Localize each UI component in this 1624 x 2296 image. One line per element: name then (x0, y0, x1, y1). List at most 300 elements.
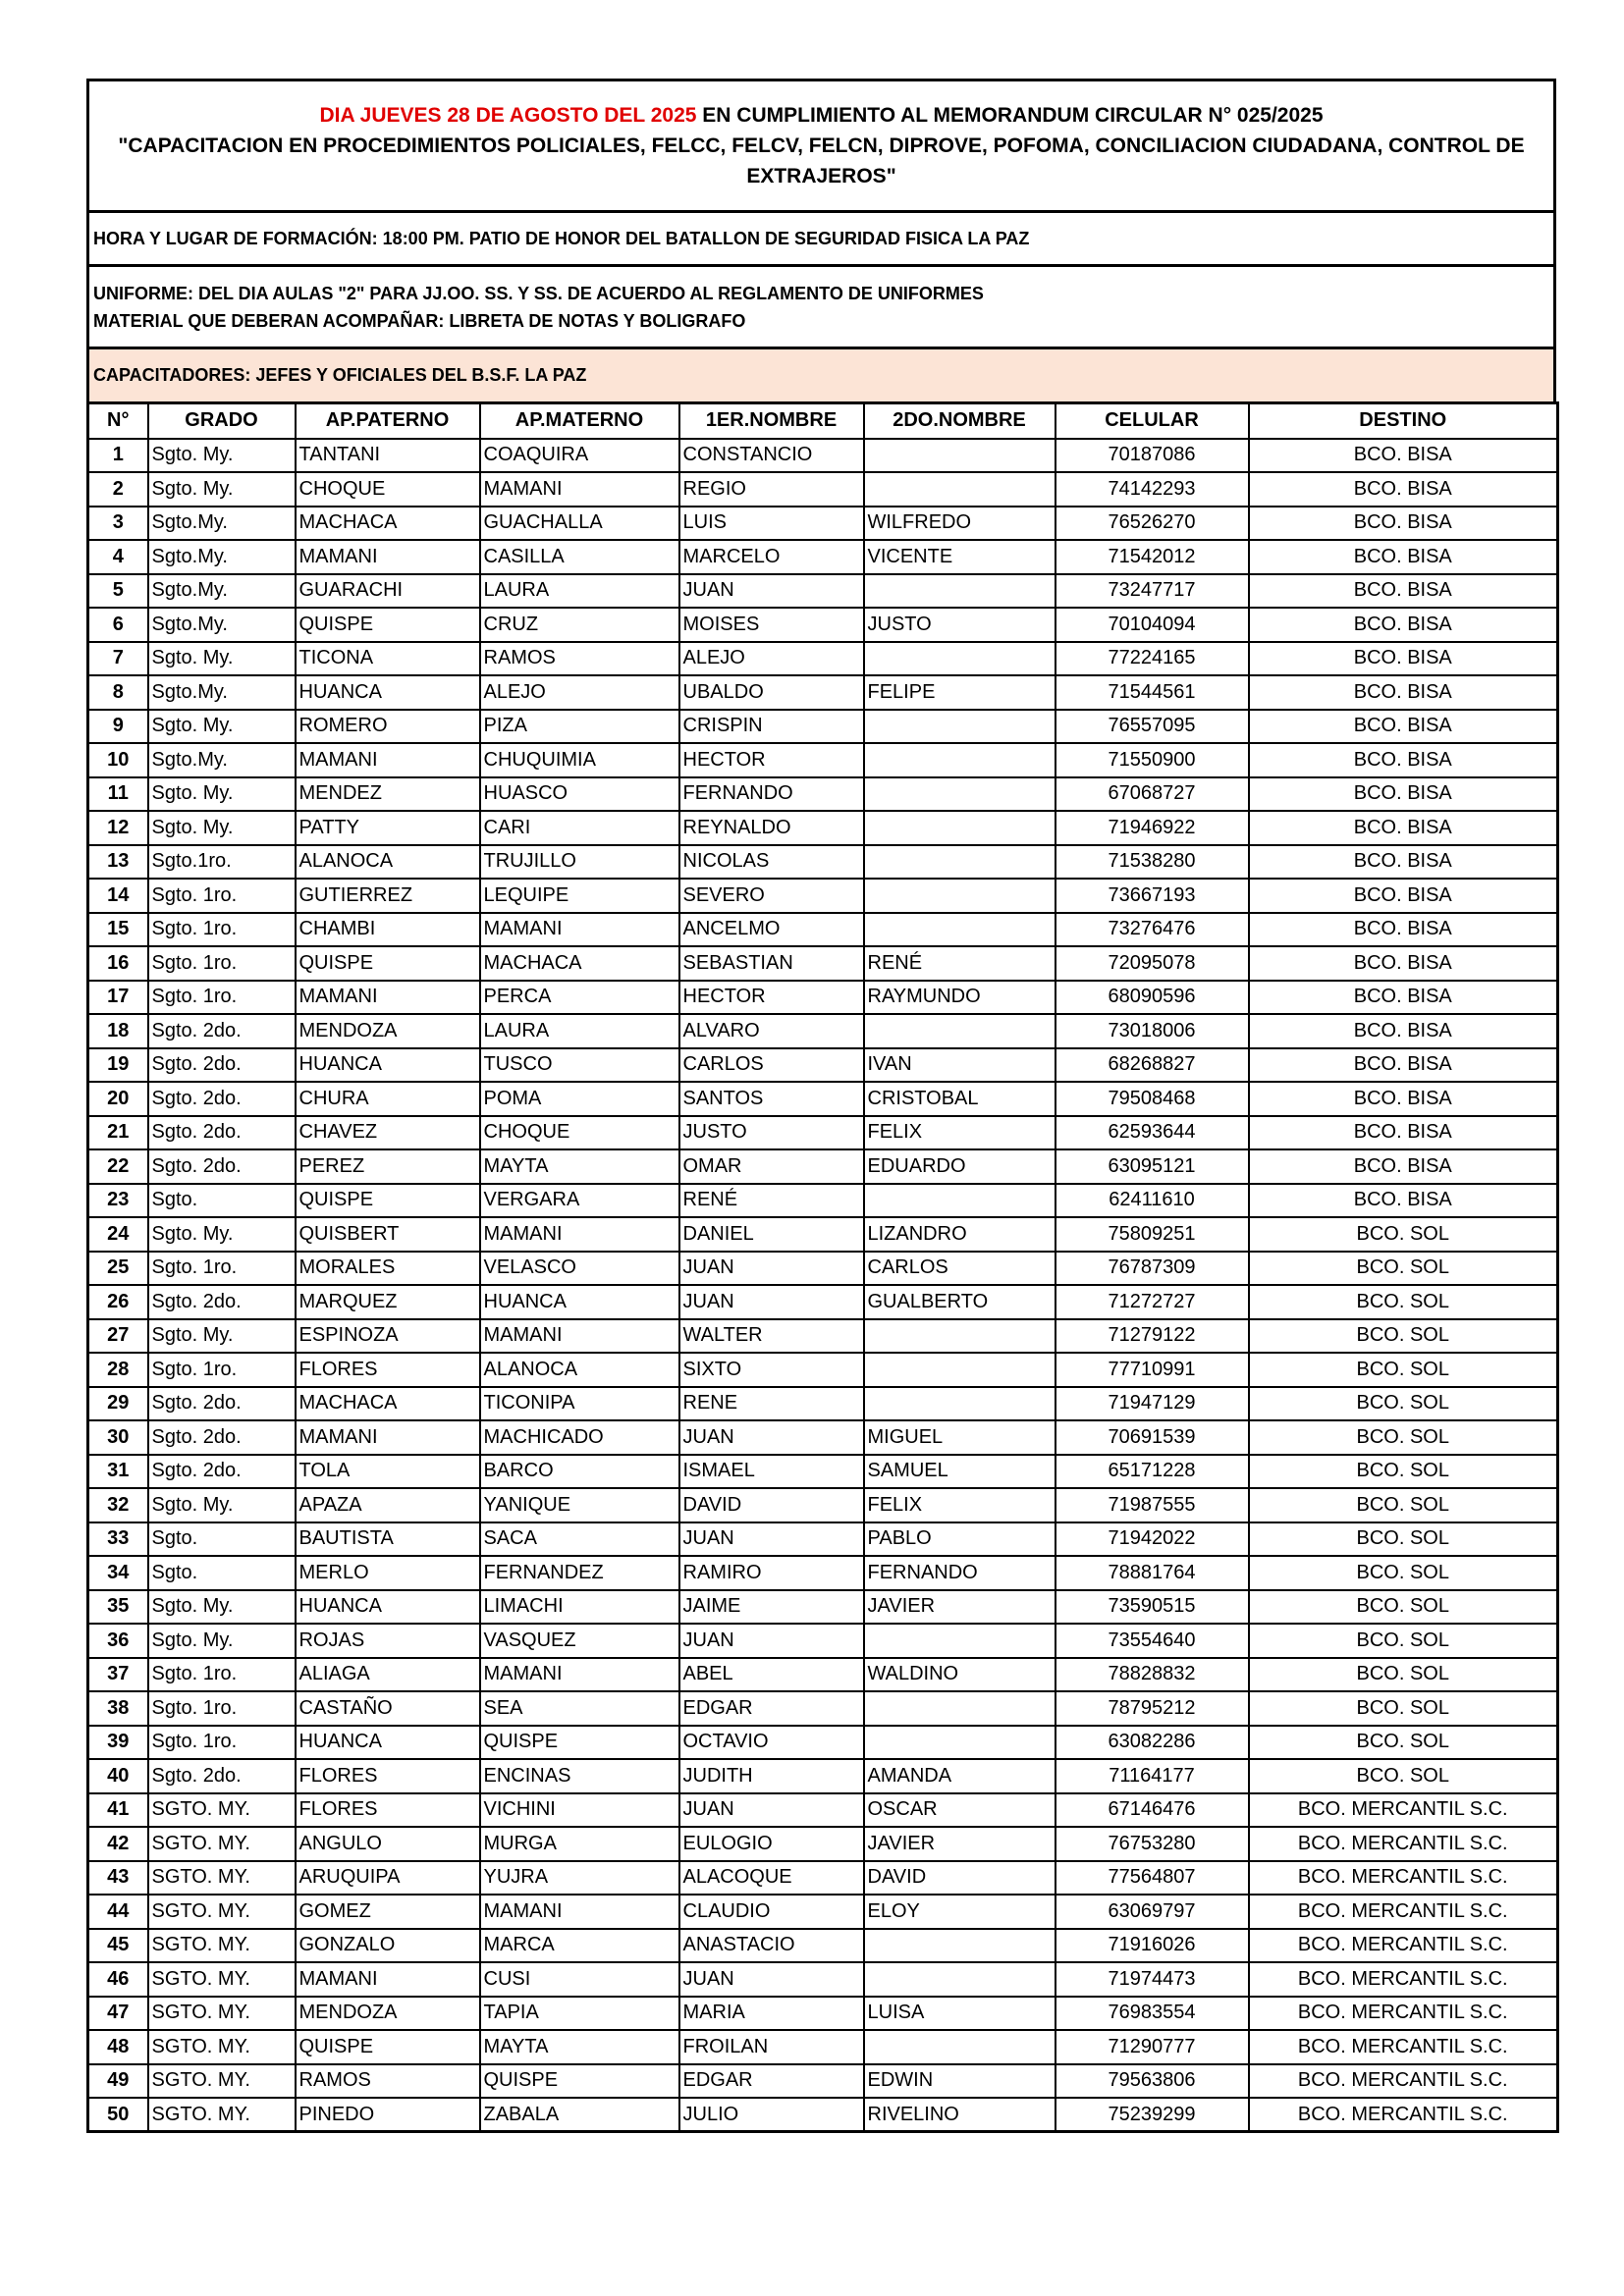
cell-second-name (864, 1353, 1056, 1387)
table-row (88, 642, 1558, 676)
cell-num: 16 (88, 946, 148, 981)
cell-phone: 71974473 (1056, 1962, 1249, 1997)
cell-num: 38 (88, 1691, 148, 1726)
cell-first-name: ALEJO (679, 642, 864, 676)
cell-first-name: NICOLAS (679, 845, 864, 880)
cell-maternal-surname: COAQUIRA (480, 439, 679, 473)
cell-first-name: MARCELO (679, 540, 864, 574)
cell-first-name: CONSTANCIO (679, 439, 864, 473)
cell-destination: BCO. BISA (1249, 710, 1558, 744)
cell-num: 24 (88, 1217, 148, 1252)
cell-maternal-surname: MAMANI (480, 913, 679, 947)
cell-destination: BCO. MERCANTIL S.C. (1249, 1997, 1558, 2031)
cell-grade: Sgto. My. (148, 1488, 296, 1522)
cell-second-name: PABLO (864, 1522, 1056, 1557)
cell-maternal-surname: CHUQUIMIA (480, 743, 679, 777)
cell-grade: Sgto. My. (148, 811, 296, 845)
cell-num: 34 (88, 1556, 148, 1590)
cell-num: 19 (88, 1048, 148, 1083)
cell-second-name (864, 1691, 1056, 1726)
cell-second-name: AMANDA (864, 1759, 1056, 1793)
cell-paternal-surname: PEREZ (296, 1149, 480, 1184)
document-title-block (86, 79, 1556, 210)
cell-first-name: UBALDO (679, 675, 864, 710)
cell-paternal-surname: MACHACA (296, 1387, 480, 1421)
cell-destination: BCO. MERCANTIL S.C. (1249, 2030, 1558, 2064)
cell-phone: 70187086 (1056, 439, 1249, 473)
cell-paternal-surname: QUISPE (296, 608, 480, 642)
cell-second-name: RIVELINO (864, 2098, 1056, 2132)
cell-paternal-surname: ANGULO (296, 1827, 480, 1861)
cell-first-name: SEVERO (679, 879, 864, 913)
cell-grade: Sgto.My. (148, 743, 296, 777)
table-row (88, 1217, 1558, 1252)
cell-phone: 77564807 (1056, 1861, 1249, 1896)
cell-grade: Sgto. 2do. (148, 1285, 296, 1319)
table-row (88, 1522, 1558, 1557)
cell-second-name: SAMUEL (864, 1455, 1056, 1489)
cell-second-name: RENÉ (864, 946, 1056, 981)
table-row (88, 439, 1558, 473)
cell-paternal-surname: GUARACHI (296, 574, 480, 609)
cell-phone: 79563806 (1056, 2064, 1249, 2099)
cell-num: 15 (88, 913, 148, 947)
table-row (88, 845, 1558, 880)
cell-num: 46 (88, 1962, 148, 1997)
cell-destination: BCO. MERCANTIL S.C. (1249, 1962, 1558, 1997)
cell-paternal-surname: TICONA (296, 642, 480, 676)
cell-maternal-surname: VICHINI (480, 1793, 679, 1828)
cell-second-name: IVAN (864, 1048, 1056, 1083)
cell-num: 6 (88, 608, 148, 642)
cell-paternal-surname: MAMANI (296, 981, 480, 1015)
cell-num: 43 (88, 1861, 148, 1896)
cell-destination: BCO. SOL (1249, 1726, 1558, 1760)
cell-maternal-surname: ZABALA (480, 2098, 679, 2132)
cell-destination: BCO. BISA (1249, 1082, 1558, 1116)
cell-first-name: RENÉ (679, 1184, 864, 1218)
cell-first-name: FROILAN (679, 2030, 864, 2064)
cell-maternal-surname: SACA (480, 1522, 679, 1557)
cell-first-name: CRISPIN (679, 710, 864, 744)
table-row (88, 1895, 1558, 1929)
cell-num: 36 (88, 1624, 148, 1658)
cell-second-name (864, 879, 1056, 913)
cell-maternal-surname: PERCA (480, 981, 679, 1015)
cell-destination: BCO. SOL (1249, 1252, 1558, 1286)
cell-num: 39 (88, 1726, 148, 1760)
cell-destination: BCO. BISA (1249, 574, 1558, 609)
cell-num: 30 (88, 1420, 148, 1455)
cell-second-name: ELOY (864, 1895, 1056, 1929)
cell-maternal-surname: VERGARA (480, 1184, 679, 1218)
cell-phone: 63095121 (1056, 1149, 1249, 1184)
cell-second-name (864, 1624, 1056, 1658)
cell-phone: 70691539 (1056, 1420, 1249, 1455)
cell-first-name: JUAN (679, 1420, 864, 1455)
cell-second-name: FERNANDO (864, 1556, 1056, 1590)
cell-num: 28 (88, 1353, 148, 1387)
cell-second-name: VICENTE (864, 540, 1056, 574)
cell-grade: Sgto. (148, 1522, 296, 1557)
table-row (88, 777, 1558, 812)
cell-phone: 73590515 (1056, 1590, 1249, 1625)
cell-destination: BCO. MERCANTIL S.C. (1249, 2064, 1558, 2099)
cell-maternal-surname: CARI (480, 811, 679, 845)
table-row (88, 1285, 1558, 1319)
cell-second-name: FELIX (864, 1488, 1056, 1522)
table-row (88, 1556, 1558, 1590)
cell-destination: BCO. BISA (1249, 743, 1558, 777)
cell-phone: 78881764 (1056, 1556, 1249, 1590)
table-row (88, 710, 1558, 744)
cell-phone: 71946922 (1056, 811, 1249, 845)
cell-maternal-surname: CUSI (480, 1962, 679, 1997)
cell-first-name: SEBASTIAN (679, 946, 864, 981)
cell-phone: 75809251 (1056, 1217, 1249, 1252)
cell-destination: BCO. SOL (1249, 1353, 1558, 1387)
cell-first-name: ABEL (679, 1658, 864, 1692)
cell-destination: BCO. BISA (1249, 1184, 1558, 1218)
title-date: DIA JUEVES 28 DE AGOSTO DEL 2025 (319, 104, 697, 127)
table-row (88, 743, 1558, 777)
cell-first-name: JAIME (679, 1590, 864, 1625)
cell-paternal-surname: APAZA (296, 1488, 480, 1522)
cell-destination: BCO. BISA (1249, 913, 1558, 947)
cell-num: 22 (88, 1149, 148, 1184)
cell-paternal-surname: MERLO (296, 1556, 480, 1590)
cell-num: 12 (88, 811, 148, 845)
cell-phone: 76526270 (1056, 507, 1249, 541)
cell-first-name: JUAN (679, 1285, 864, 1319)
cell-grade: Sgto. (148, 1556, 296, 1590)
cell-second-name: RAYMUNDO (864, 981, 1056, 1015)
cell-grade: Sgto.My. (148, 507, 296, 541)
cell-second-name (864, 1962, 1056, 1997)
table-row (88, 811, 1558, 845)
cell-first-name: CARLOS (679, 1048, 864, 1083)
table-row (88, 879, 1558, 913)
table-row (88, 608, 1558, 642)
cell-num: 32 (88, 1488, 148, 1522)
cell-grade: Sgto. 1ro. (148, 1353, 296, 1387)
cell-paternal-surname: GUTIERREZ (296, 879, 480, 913)
cell-maternal-surname: MACHICADO (480, 1420, 679, 1455)
cell-phone: 71942022 (1056, 1522, 1249, 1557)
column-header-grade: GRADO (148, 403, 296, 439)
cell-grade: Sgto.1ro. (148, 845, 296, 880)
cell-maternal-surname: MAMANI (480, 1217, 679, 1252)
cell-maternal-surname: LAURA (480, 1014, 679, 1048)
cell-second-name: FELIX (864, 1116, 1056, 1150)
cell-destination: BCO. BISA (1249, 608, 1558, 642)
cell-num: 33 (88, 1522, 148, 1557)
cell-grade: Sgto.My. (148, 675, 296, 710)
cell-grade: Sgto. 1ro. (148, 1252, 296, 1286)
cell-phone: 76557095 (1056, 710, 1249, 744)
cell-destination: BCO. SOL (1249, 1455, 1558, 1489)
cell-grade: Sgto. 2do. (148, 1048, 296, 1083)
table-row (88, 1488, 1558, 1522)
title-memo: EN CUMPLIMIENTO AL MEMORANDUM CIRCULAR N° 025/2025 (696, 104, 1324, 127)
formation-text: HORA Y LUGAR DE FORMACIÓN: 18:00 PM. PATIO DE HONOR DEL BATALLON DE SEGURIDAD FISICA LA PAZ (93, 228, 1030, 248)
cell-paternal-surname: ALIAGA (296, 1658, 480, 1692)
cell-num: 25 (88, 1252, 148, 1286)
cell-maternal-surname: HUANCA (480, 1285, 679, 1319)
cell-phone: 67146476 (1056, 1793, 1249, 1828)
cell-phone: 71947129 (1056, 1387, 1249, 1421)
cell-maternal-surname: MAMANI (480, 1658, 679, 1692)
cell-destination: BCO. SOL (1249, 1387, 1558, 1421)
cell-num: 18 (88, 1014, 148, 1048)
cell-phone: 74142293 (1056, 472, 1249, 507)
cell-first-name: JULIO (679, 2098, 864, 2132)
cell-first-name: RAMIRO (679, 1556, 864, 1590)
table-row (88, 1658, 1558, 1692)
cell-second-name (864, 1387, 1056, 1421)
table-row (88, 1759, 1558, 1793)
cell-maternal-surname: QUISPE (480, 2064, 679, 2099)
cell-destination: BCO. BISA (1249, 1048, 1558, 1083)
table-row (88, 1387, 1558, 1421)
table-row (88, 1353, 1558, 1387)
cell-paternal-surname: PATTY (296, 811, 480, 845)
cell-first-name: JUSTO (679, 1116, 864, 1150)
cell-destination: BCO. BISA (1249, 439, 1558, 473)
cell-paternal-surname: HUANCA (296, 1048, 480, 1083)
cell-grade: Sgto. 1ro. (148, 1726, 296, 1760)
cell-phone: 76787309 (1056, 1252, 1249, 1286)
cell-destination: BCO. MERCANTIL S.C. (1249, 1861, 1558, 1896)
table-row (88, 1929, 1558, 1963)
cell-grade: Sgto. My. (148, 777, 296, 812)
cell-first-name: JUDITH (679, 1759, 864, 1793)
cell-phone: 78828832 (1056, 1658, 1249, 1692)
cell-first-name: REYNALDO (679, 811, 864, 845)
cell-first-name: EULOGIO (679, 1827, 864, 1861)
cell-paternal-surname: ARUQUIPA (296, 1861, 480, 1896)
cell-second-name (864, 439, 1056, 473)
cell-grade: Sgto. 2do. (148, 1455, 296, 1489)
cell-phone: 71987555 (1056, 1488, 1249, 1522)
cell-paternal-surname: MACHACA (296, 507, 480, 541)
table-row (88, 1014, 1558, 1048)
cell-maternal-surname: LIMACHI (480, 1590, 679, 1625)
table-row (88, 540, 1558, 574)
cell-grade: Sgto. My. (148, 1319, 296, 1354)
table-row (88, 1861, 1558, 1896)
cell-grade: Sgto. 1ro. (148, 981, 296, 1015)
cell-destination: BCO. MERCANTIL S.C. (1249, 2098, 1558, 2132)
trainers-info (86, 347, 1556, 401)
cell-maternal-surname: VASQUEZ (480, 1624, 679, 1658)
cell-second-name (864, 1014, 1056, 1048)
cell-first-name: ANCELMO (679, 913, 864, 947)
cell-grade: Sgto. 1ro. (148, 946, 296, 981)
cell-grade: Sgto. My. (148, 439, 296, 473)
cell-phone: 67068727 (1056, 777, 1249, 812)
column-header-second-name: 2DO.NOMBRE (864, 403, 1056, 439)
cell-paternal-surname: MENDEZ (296, 777, 480, 812)
cell-num: 45 (88, 1929, 148, 1963)
column-header-num: N° (88, 403, 148, 439)
cell-second-name: EDWIN (864, 2064, 1056, 2099)
cell-maternal-surname: ALEJO (480, 675, 679, 710)
cell-destination: BCO. SOL (1249, 1285, 1558, 1319)
cell-phone: 73276476 (1056, 913, 1249, 947)
cell-grade: Sgto. (148, 1184, 296, 1218)
cell-grade: Sgto.My. (148, 574, 296, 609)
cell-phone: 71272727 (1056, 1285, 1249, 1319)
cell-maternal-surname: TUSCO (480, 1048, 679, 1083)
cell-phone: 62411610 (1056, 1184, 1249, 1218)
column-header-maternal-surname: AP.MATERNO (480, 403, 679, 439)
cell-paternal-surname: CHOQUE (296, 472, 480, 507)
cell-destination: BCO. BISA (1249, 675, 1558, 710)
cell-maternal-surname: GUACHALLA (480, 507, 679, 541)
cell-first-name: DANIEL (679, 1217, 864, 1252)
cell-num: 8 (88, 675, 148, 710)
cell-phone: 62593644 (1056, 1116, 1249, 1150)
cell-grade: Sgto.My. (148, 540, 296, 574)
cell-maternal-surname: RAMOS (480, 642, 679, 676)
cell-first-name: JUAN (679, 1624, 864, 1658)
cell-maternal-surname: MURGA (480, 1827, 679, 1861)
cell-first-name: ANASTACIO (679, 1929, 864, 1963)
cell-second-name (864, 710, 1056, 744)
cell-phone: 76753280 (1056, 1827, 1249, 1861)
cell-second-name: CRISTOBAL (864, 1082, 1056, 1116)
cell-num: 27 (88, 1319, 148, 1354)
cell-paternal-surname: CHURA (296, 1082, 480, 1116)
cell-num: 37 (88, 1658, 148, 1692)
cell-paternal-surname: HUANCA (296, 1726, 480, 1760)
cell-second-name (864, 2030, 1056, 2064)
cell-phone: 71550900 (1056, 743, 1249, 777)
trainers-text: CAPACITADORES: JEFES Y OFICIALES DEL B.S.F. LA PAZ (93, 365, 587, 385)
cell-maternal-surname: POMA (480, 1082, 679, 1116)
cell-second-name: EDUARDO (864, 1149, 1056, 1184)
cell-phone: 71916026 (1056, 1929, 1249, 1963)
cell-first-name: ALVARO (679, 1014, 864, 1048)
cell-maternal-surname: YUJRA (480, 1861, 679, 1896)
cell-grade: SGTO. MY. (148, 1827, 296, 1861)
cell-destination: BCO. SOL (1249, 1217, 1558, 1252)
table-row (88, 2098, 1558, 2132)
cell-second-name (864, 472, 1056, 507)
cell-destination: BCO. BISA (1249, 1116, 1558, 1150)
cell-num: 17 (88, 981, 148, 1015)
cell-grade: SGTO. MY. (148, 1997, 296, 2031)
cell-destination: BCO. BISA (1249, 879, 1558, 913)
cell-paternal-surname: HUANCA (296, 675, 480, 710)
cell-second-name (864, 845, 1056, 880)
cell-paternal-surname: PINEDO (296, 2098, 480, 2132)
cell-second-name: JAVIER (864, 1590, 1056, 1625)
cell-second-name (864, 642, 1056, 676)
table-row (88, 1048, 1558, 1083)
cell-num: 10 (88, 743, 148, 777)
table-row (88, 1116, 1558, 1150)
cell-num: 29 (88, 1387, 148, 1421)
cell-paternal-surname: ESPINOZA (296, 1319, 480, 1354)
cell-phone: 68090596 (1056, 981, 1249, 1015)
cell-maternal-surname: MARCA (480, 1929, 679, 1963)
cell-grade: Sgto. 2do. (148, 1082, 296, 1116)
cell-first-name: JUAN (679, 1793, 864, 1828)
cell-num: 21 (88, 1116, 148, 1150)
column-header-paternal-surname: AP.PATERNO (296, 403, 480, 439)
cell-maternal-surname: VELASCO (480, 1252, 679, 1286)
cell-phone: 63082286 (1056, 1726, 1249, 1760)
cell-first-name: REGIO (679, 472, 864, 507)
cell-first-name: CLAUDIO (679, 1895, 864, 1929)
cell-num: 20 (88, 1082, 148, 1116)
cell-maternal-surname: TICONIPA (480, 1387, 679, 1421)
table-row (88, 1252, 1558, 1286)
material-text: MATERIAL QUE DEBERAN ACOMPAÑAR: LIBRETA DE NOTAS Y BOLIGRAFO (93, 310, 746, 331)
cell-destination: BCO. SOL (1249, 1590, 1558, 1625)
column-header-first-name: 1ER.NOMBRE (679, 403, 864, 439)
cell-maternal-surname: LAURA (480, 574, 679, 609)
cell-phone: 63069797 (1056, 1895, 1249, 1929)
cell-destination: BCO. SOL (1249, 1319, 1558, 1354)
cell-destination: BCO. MERCANTIL S.C. (1249, 1895, 1558, 1929)
cell-phone: 72095078 (1056, 946, 1249, 981)
cell-maternal-surname: FERNANDEZ (480, 1556, 679, 1590)
cell-first-name: JUAN (679, 1522, 864, 1557)
cell-phone: 71290777 (1056, 2030, 1249, 2064)
cell-paternal-surname: BAUTISTA (296, 1522, 480, 1557)
cell-maternal-surname: SEA (480, 1691, 679, 1726)
cell-maternal-surname: ENCINAS (480, 1759, 679, 1793)
cell-paternal-surname: TOLA (296, 1455, 480, 1489)
cell-phone: 73247717 (1056, 574, 1249, 609)
table-row (88, 1997, 1558, 2031)
cell-num: 41 (88, 1793, 148, 1828)
cell-phone: 77710991 (1056, 1353, 1249, 1387)
cell-maternal-surname: LEQUIPE (480, 879, 679, 913)
cell-destination: BCO. SOL (1249, 1624, 1558, 1658)
cell-phone: 79508468 (1056, 1082, 1249, 1116)
cell-first-name: ISMAEL (679, 1455, 864, 1489)
cell-destination: BCO. BISA (1249, 845, 1558, 880)
cell-maternal-surname: MAMANI (480, 1895, 679, 1929)
cell-destination: BCO. BISA (1249, 981, 1558, 1015)
column-header-phone: CELULAR (1056, 403, 1249, 439)
cell-phone: 73554640 (1056, 1624, 1249, 1658)
cell-paternal-surname: MARQUEZ (296, 1285, 480, 1319)
cell-second-name: FELIPE (864, 675, 1056, 710)
cell-maternal-surname: TAPIA (480, 1997, 679, 2031)
cell-second-name: GUALBERTO (864, 1285, 1056, 1319)
table-row (88, 1184, 1558, 1218)
cell-phone: 71279122 (1056, 1319, 1249, 1354)
cell-phone: 76983554 (1056, 1997, 1249, 2031)
cell-num: 7 (88, 642, 148, 676)
cell-num: 1 (88, 439, 148, 473)
cell-phone: 73667193 (1056, 879, 1249, 913)
cell-second-name: CARLOS (864, 1252, 1056, 1286)
table-row (88, 1691, 1558, 1726)
cell-paternal-surname: FLORES (296, 1793, 480, 1828)
cell-maternal-surname: MACHACA (480, 946, 679, 981)
cell-phone: 71544561 (1056, 675, 1249, 710)
cell-grade: SGTO. MY. (148, 2098, 296, 2132)
cell-second-name: WILFREDO (864, 507, 1056, 541)
cell-maternal-surname: CHOQUE (480, 1116, 679, 1150)
cell-grade: Sgto. 2do. (148, 1759, 296, 1793)
